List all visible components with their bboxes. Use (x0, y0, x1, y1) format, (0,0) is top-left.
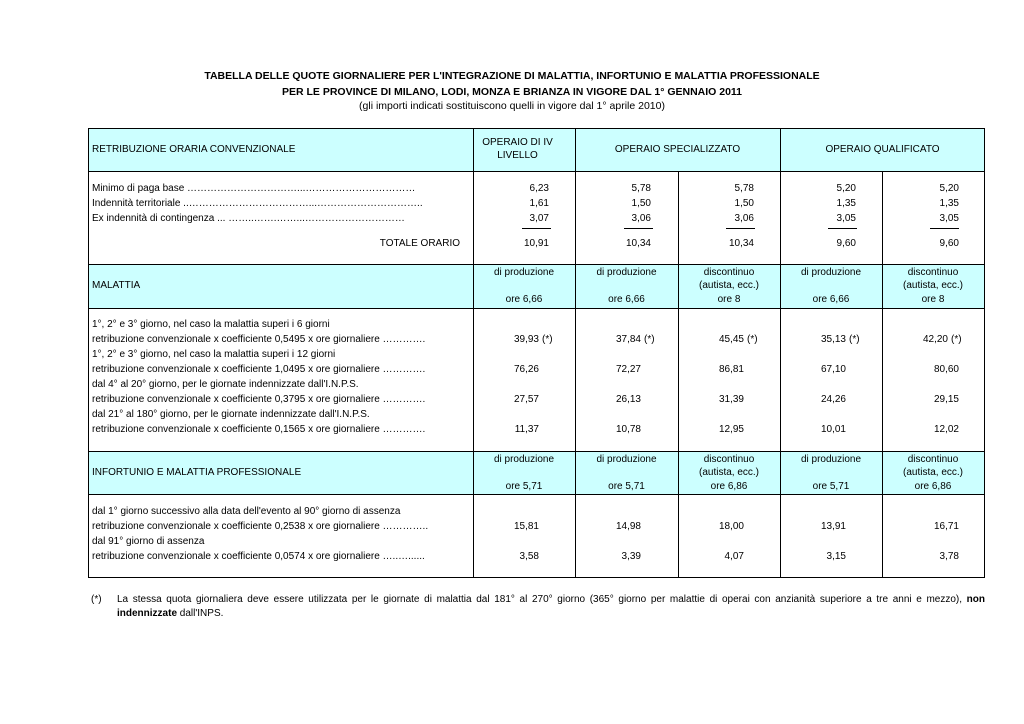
footnote-star: (*) (644, 334, 655, 345)
malattia-hours-2: ore 6,66 (608, 294, 645, 305)
infortunio-line: dal 91° giorno di assenza (92, 536, 205, 547)
value-cell: 6,23 (529, 183, 549, 194)
value-cell: 1,35 (939, 198, 959, 209)
sum-underline (828, 228, 857, 229)
value-cell: 10,01 (820, 424, 846, 435)
malattia-sub-4: di produzione (800, 267, 862, 278)
infortunio-hours-2: ore 5,71 (608, 481, 645, 492)
malattia-line: 1°, 2° e 3° giorno, nel caso la malattia superi i 12 giorni (92, 349, 336, 360)
total-cell: 9,60 (836, 238, 856, 249)
infortunio-hours-3: ore 6,86 (710, 481, 748, 492)
total-cell: 10,91 (523, 238, 549, 249)
column-header-band (89, 129, 984, 172)
malattia-hours-3: ore 8 (717, 294, 741, 305)
value-cell: 3,78 (939, 551, 959, 562)
malattia-line: retribuzione convenzionale x coefficiente 0,3795 x ore giornaliere …………. (92, 394, 426, 405)
total-cell: 9,60 (939, 238, 959, 249)
malattia-line: retribuzione convenzionale x coefficiente 1,0495 x ore giornaliere …………. (92, 364, 426, 375)
value-cell: 27,57 (513, 394, 539, 405)
infortunio-line: retribuzione convenzionale x coefficiente 0,0574 x ore giornaliere …..…...... (92, 551, 425, 562)
col-header-retribuzione: RETRIBUZIONE ORARIA CONVENZIONALE (92, 144, 296, 155)
value-cell: 18,00 (718, 521, 744, 532)
infortunio-sub-mid-3: (autista, ecc.) (698, 467, 760, 478)
footnote-text-bold: non indennizzate (117, 594, 985, 619)
malattia-sub-mid-3: (autista, ecc.) (698, 280, 760, 291)
value-cell: 29,15 (933, 394, 959, 405)
malattia-hours-4: ore 6,66 (812, 294, 850, 305)
value-cell: 1,35 (836, 198, 856, 209)
footnote-star: (*) (951, 334, 962, 345)
total-cell: 10,34 (625, 238, 651, 249)
value-cell: 86,81 (718, 364, 744, 375)
infortunio-sub-5: discontinuo (907, 454, 959, 465)
malattia-sub-2: di produzione (596, 267, 657, 278)
value-cell: 15,81 (513, 521, 539, 532)
value-cell: 12,95 (718, 424, 744, 435)
infortunio-hours-4: ore 5,71 (812, 481, 850, 492)
value-cell: 42,20 (922, 334, 948, 345)
infortunio-sub-3: discontinuo (703, 454, 755, 465)
infortunio-band (89, 451, 984, 495)
value-cell: 12,02 (933, 424, 959, 435)
title-line-2: PER LE PROVINCE DI MILANO, LODI, MONZA E BRIANZA IN VIGORE DAL 1° GENNAIO 2011 (281, 86, 743, 98)
title-line-3: (gli importi indicati sostituiscono quelli in vigore dal 1° aprile 2010) (359, 100, 665, 112)
value-cell: 3,15 (826, 551, 846, 562)
infortunio-hours-5: ore 6,86 (914, 481, 952, 492)
malattia-line: dal 21° al 180° giorno, per le giornate indennizzate dall'I.N.P.S. (92, 409, 370, 420)
malattia-sub-5: discontinuo (907, 267, 959, 278)
value-cell: 72,27 (615, 364, 641, 375)
footnote-text-b: dall'INPS. (177, 608, 224, 619)
malattia-band (89, 264, 984, 309)
value-cell: 76,26 (513, 364, 539, 375)
sum-underline (624, 228, 653, 229)
infortunio-sub-2: di produzione (596, 454, 657, 465)
infortunio-title: INFORTUNIO E MALATTIA PROFESSIONALE (92, 467, 302, 478)
value-cell: 5,20 (836, 183, 856, 194)
total-cell: 10,34 (728, 238, 754, 249)
value-cell: 31,39 (718, 394, 744, 405)
value-cell: 5,78 (734, 183, 754, 194)
value-cell: 14,98 (615, 521, 641, 532)
infortunio-line: retribuzione convenzionale x coefficiente 0,2538 x ore giornaliere ………….. (92, 521, 429, 532)
value-cell: 35,13 (820, 334, 846, 345)
value-cell: 1,50 (734, 198, 754, 209)
value-cell: 3,05 (939, 213, 959, 224)
malattia-title: MALATTIA (92, 280, 141, 291)
malattia-line: retribuzione convenzionale x coefficiente 0,5495 x ore giornaliere …………. (92, 334, 426, 345)
value-cell: 3,07 (529, 213, 549, 224)
footnote-text-a: La stessa quota giornaliera deve essere utilizzata per le giornate di malattia dal 181° al 270° giorno (365° giorno per malattie di operai con anzianità superiore a tre anni e mezzo), (117, 594, 967, 605)
value-cell: 3,39 (621, 551, 641, 562)
title-line-1: TABELLA DELLE QUOTE GIORNALIERE PER L'INTEGRAZIONE DI MALATTIA, INFORTUNIO E MALATTIA PROFESSIONALE (204, 70, 820, 82)
value-cell: 39,93 (513, 334, 539, 345)
malattia-line: retribuzione convenzionale x coefficiente 0,1565 x ore giornaliere …………. (92, 424, 426, 435)
value-cell: 11,37 (514, 424, 539, 435)
infortunio-sub-1: di produzione (493, 454, 555, 465)
infortunio-line: dal 1° giorno successivo alla data dell'evento al 90° giorno di assenza (92, 506, 401, 517)
value-cell: 16,71 (933, 521, 959, 532)
malattia-line: 1°, 2° e 3° giorno, nel caso la malattia superi i 6 giorni (92, 319, 330, 330)
row-label-indennita: Indennità territoriale ..………………………………...………………………….. (92, 198, 423, 209)
col-header-specializzato: OPERAIO SPECIALIZZATO (614, 144, 741, 155)
value-cell: 80,60 (933, 364, 959, 375)
malattia-hours-1: ore 6,66 (505, 294, 543, 305)
malattia-sub-3: discontinuo (703, 267, 755, 278)
value-cell: 3,05 (836, 213, 856, 224)
footnote-star: (*) (542, 334, 553, 345)
value-cell: 13,91 (820, 521, 846, 532)
footnote-star: (*) (747, 334, 758, 345)
value-cell: 1,61 (529, 198, 549, 209)
value-cell: 3,58 (519, 551, 539, 562)
malattia-hours-5: ore 8 (921, 294, 945, 305)
rates-table (88, 128, 985, 578)
sum-underline (726, 228, 755, 229)
value-cell: 3,06 (631, 213, 651, 224)
value-cell: 37,84 (615, 334, 641, 345)
value-cell: 26,13 (615, 394, 641, 405)
total-label: TOTALE ORARIO (379, 238, 460, 249)
value-cell: 1,50 (631, 198, 651, 209)
footnote-star: (*) (849, 334, 860, 345)
value-cell: 10,78 (615, 424, 641, 435)
value-cell: 24,26 (820, 394, 846, 405)
footnote-mark: (*) (91, 594, 102, 605)
infortunio-hours-1: ore 5,71 (505, 481, 543, 492)
infortunio-sub-4: di produzione (800, 454, 862, 465)
col-header-qualificato: OPERAIO QUALIFICATO (825, 144, 940, 155)
malattia-sub-1: di produzione (493, 267, 555, 278)
value-cell: 67,10 (820, 364, 846, 375)
infortunio-sub-mid-5: (autista, ecc.) (902, 467, 964, 478)
sum-underline (930, 228, 959, 229)
row-label-minimo: Minimo di paga base ……………………………...…………………………… (92, 183, 416, 194)
value-cell: 4,07 (724, 551, 744, 562)
malattia-line: dal 4° al 20° giorno, per le giornate indennizzate dall'I.N.P.S. (92, 379, 359, 390)
malattia-sub-mid-5: (autista, ecc.) (902, 280, 964, 291)
col-header-operaio-iv: OPERAIO DI IV LIVELLO (482, 137, 553, 161)
value-cell: 45,45 (718, 334, 744, 345)
sum-underline (522, 228, 551, 229)
value-cell: 5,78 (631, 183, 651, 194)
value-cell: 5,20 (939, 183, 959, 194)
value-cell: 3,06 (734, 213, 754, 224)
footnote-text (117, 593, 985, 621)
row-label-contingenza: Ex indennità di contingenza ... ……..…….……...………………………… (92, 213, 405, 224)
